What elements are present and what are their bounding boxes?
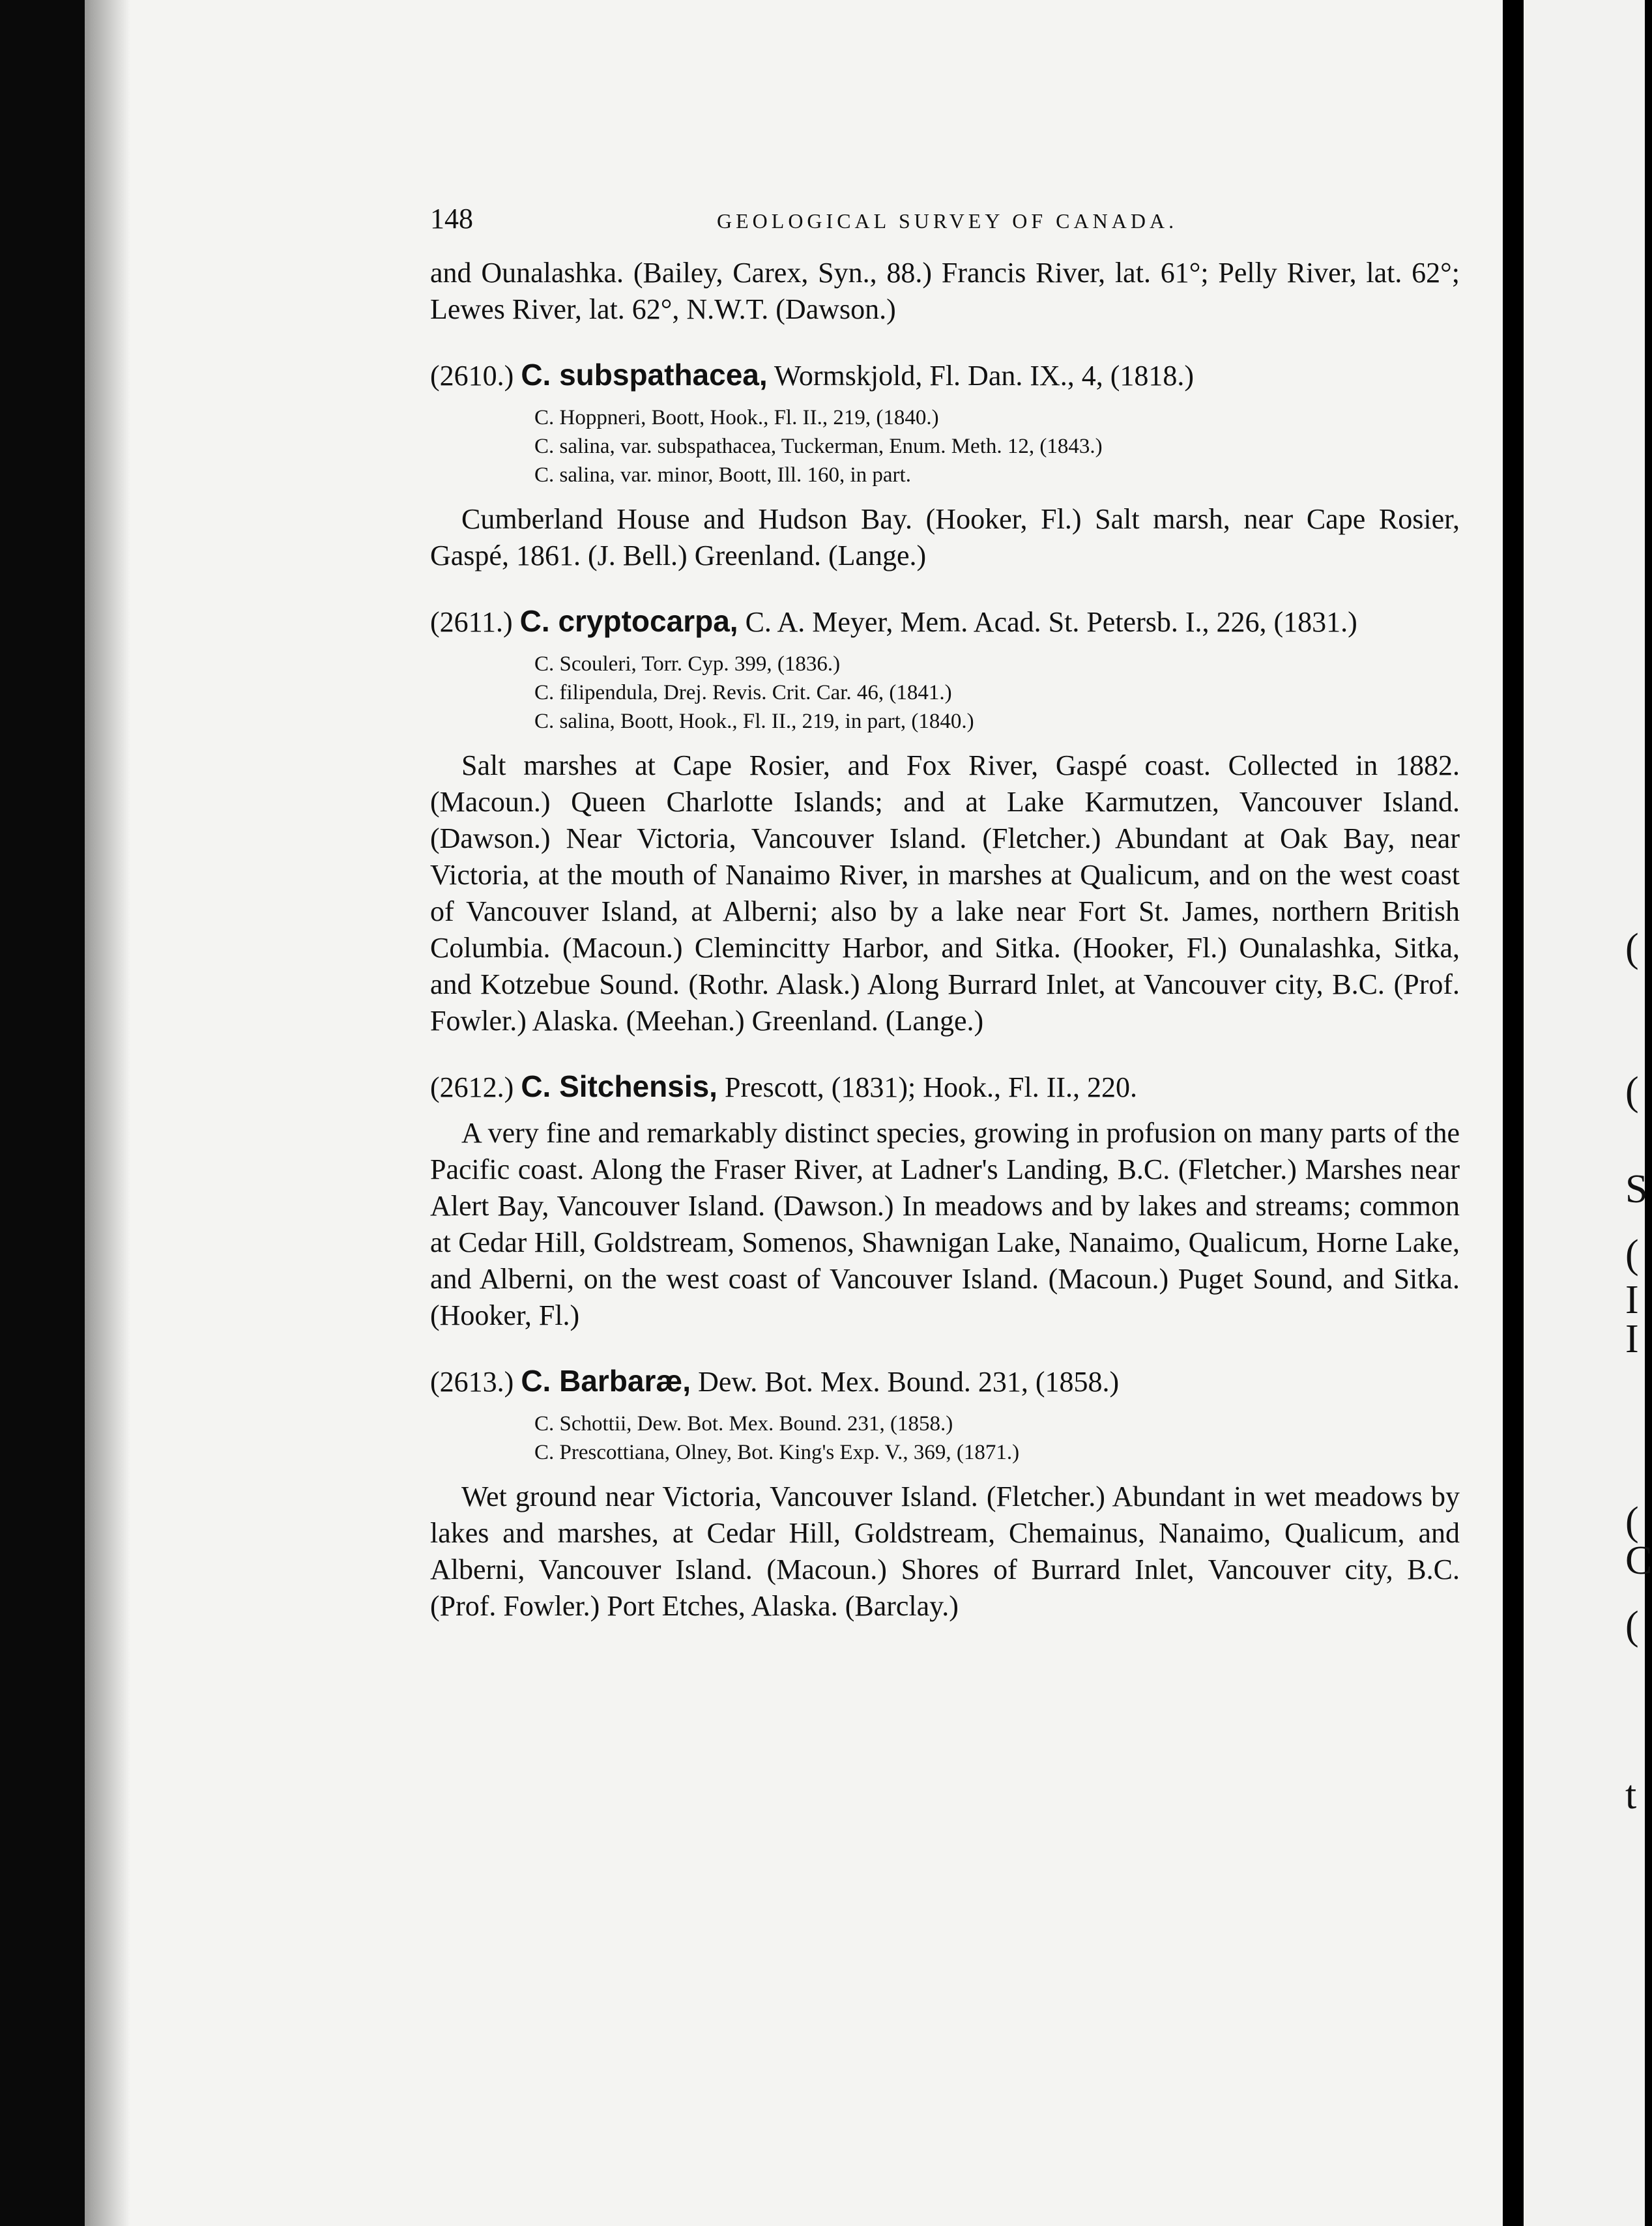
entry-number: (2613.): [430, 1366, 514, 1398]
entry-heading: [430, 356, 1460, 394]
edge-fragment: I: [1625, 1317, 1639, 1361]
species-entry: [430, 1363, 1460, 1625]
next-page-edge: [1524, 0, 1652, 2226]
synonym-list: [430, 650, 1460, 736]
page-content: [430, 202, 1460, 1625]
page-header: [430, 202, 1460, 235]
synonym: C. Hoppneri, Boott, Hook., Fl. II., 219, (1840.): [534, 406, 939, 429]
entry-number: (2612.): [430, 1071, 514, 1103]
entry-citation: Wormskjold, Fl. Dan. IX., 4, (1818.): [774, 360, 1195, 392]
edge-fragment: C: [1625, 1539, 1652, 1583]
page-divider: [1503, 0, 1524, 2226]
entry-text: Salt marshes at Cape Rosier, and Fox River, Gaspé coast. Collected in 1882. (Macoun.) Queen Charlotte Islands; and at Lake Karmutzen, Vancouver Island. (Dawson.) Near Victoria, Vancouver Island. (Fletcher.) Abundant at Oak Bay, near Victoria, at the mouth of Nanaimo River, in marshes at Qualicum, and on the west coast of Vancouver Island, at Alberni; also by a lake near Fort St. James, northern British Columbia. (Macoun.) Clemincitty Harbor, and Sitka. (Hooker, Fl.) Ounalashka, Sitka, and Kotzebue Sound. (Rothr. Alask.) Along Burrard Inlet, at Vancouver city, B.C. (Prof. Fowler.) Alaska. (Meehan.) Greenland. (Lange.): [430, 749, 1460, 1037]
entry-number: (2611.): [430, 606, 513, 638]
edge-fragment: (: [1625, 1604, 1639, 1648]
edge-fragment: t: [1625, 1773, 1637, 1817]
entry-text: A very fine and remarkably distinct species, growing in profusion on many parts of the Pacific coast. Along the Fraser River, at Ladner's Landing, B.C. (Fletcher.) Marshes near Alert Bay, Vancouver Island. (Dawson.) In meadows and by lakes and streams; common at Cedar Hill, Goldstream, Somenos, Shawnigan Lake, Nanaimo, Qualicum, Horne Lake, and Alberni, on the west coast of Vancouver Island. (Macoun.) Puget Sound, and Sitka. (Hooker, Fl.): [430, 1117, 1460, 1331]
entry-number: (2610.): [430, 360, 514, 392]
synonym: C. Scouleri, Torr. Cyp. 399, (1836.): [534, 652, 841, 676]
running-head: GEOLOGICAL SURVEY OF CANADA.: [717, 209, 1178, 233]
gutter-shadow: [85, 0, 130, 2226]
entry-text: Cumberland House and Hudson Bay. (Hooker, Fl.) Salt marsh, near Cape Rosier, Gaspé, 1861. (J. Bell.) Greenland. (Lange.): [430, 503, 1460, 571]
entry-citation: Dew. Bot. Mex. Bound. 231, (1858.): [698, 1366, 1120, 1398]
continuation-paragraph: [430, 255, 1460, 328]
entry-citation: C. A. Meyer, Mem. Acad. St. Petersb. I., 226, (1831.): [745, 606, 1357, 638]
entry-heading: [430, 603, 1460, 641]
synonym: C. filipendula, Drej. Revis. Crit. Car. 46, (1841.): [534, 681, 952, 704]
entry-heading: [430, 1363, 1460, 1400]
species-entry: [430, 356, 1460, 574]
synonym-list: [430, 1409, 1460, 1467]
synonym: C. salina, Boott, Hook., Fl. II., 219, in part, (1840.): [534, 710, 974, 733]
entry-text: Wet ground near Victoria, Vancouver Island. (Fletcher.) Abundant in wet meadows by lakes and marshes, at Cedar Hill, Goldstream, Chemainus, Nanaimo, Qualicum, and Alberni, Vancouver Island. (Macoun.) Shores of Burrard Inlet, Vancouver city, B.C. (Prof. Fowler.) Port Etches, Alaska. (Barclay.): [430, 1481, 1460, 1622]
entry-heading: [430, 1068, 1460, 1106]
scan-left-border: [0, 0, 85, 2226]
synonym: C. Schottii, Dew. Bot. Mex. Bound. 231, (1858.): [534, 1412, 953, 1436]
continuation-line: Pelly River, lat. 62°; Lewes River, lat. 62°, N.W.T. (Dawson.): [430, 257, 1460, 325]
edge-fragment: S: [1625, 1167, 1648, 1211]
species-name: C. Sitchensis,: [521, 1069, 717, 1103]
page-number: 148: [430, 203, 473, 235]
entry-citation: Prescott, (1831); Hook., Fl. II., 220.: [724, 1071, 1138, 1103]
species-name: C. cryptocarpa,: [519, 604, 738, 638]
species-name: C. subspathacea,: [521, 358, 768, 392]
continuation-line: and Ounalashka. (Bailey, Carex, Syn., 88.) Francis River, lat. 61°;: [430, 257, 1209, 289]
edge-fragment: (: [1625, 1232, 1639, 1277]
species-name: C. Barbaræ,: [521, 1364, 691, 1398]
synonym: C. salina, var. subspathacea, Tuckerman, Enum. Meth. 12, (1843.): [534, 435, 1103, 458]
edge-fragment: (: [1625, 1499, 1639, 1544]
edge-fragment: (: [1625, 926, 1639, 970]
synonym: C. salina, var. minor, Boott, Ill. 160, in part.: [534, 463, 911, 487]
document-page: [85, 0, 1503, 2226]
edge-fragment: I: [1625, 1278, 1639, 1322]
species-entry: [430, 603, 1460, 1039]
species-entry: [430, 1068, 1460, 1334]
synonym: C. Prescottiana, Olney, Bot. King's Exp. V., 369, (1871.): [534, 1441, 1020, 1464]
synonym-list: [430, 403, 1460, 489]
edge-fragment: (: [1625, 1069, 1639, 1114]
